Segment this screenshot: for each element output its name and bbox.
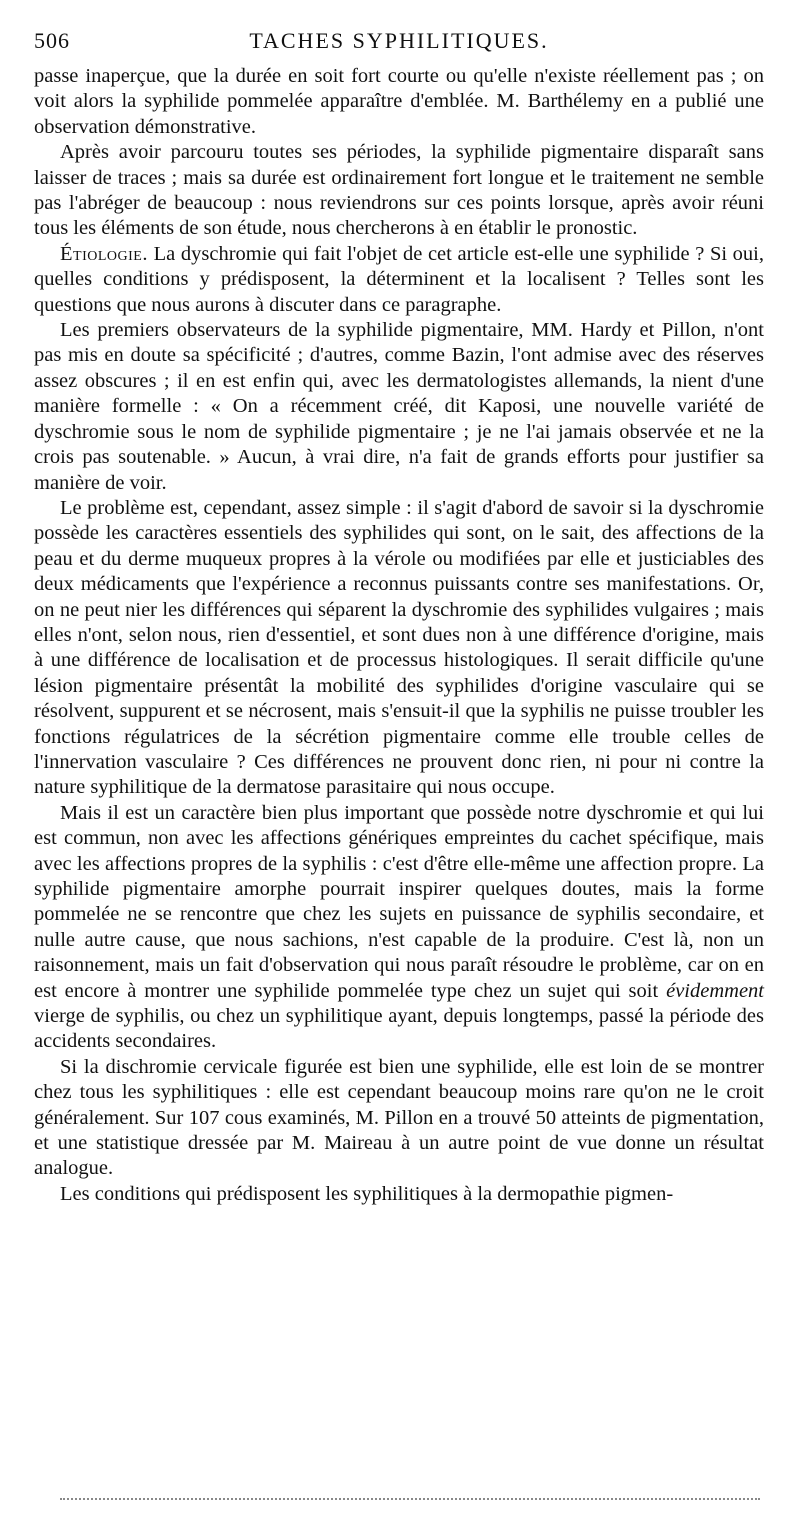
- page-header: [34, 28, 764, 58]
- paragraph-8: Les conditions qui prédisposent les syphilitiques à la dermopathie pigmen-: [60, 1182, 674, 1205]
- paragraph-1: passe inaperçue, que la durée en soit fort courte ou qu'elle n'existe réellement pas ; on voit alors la syphilide pommelée apparaître d'emblée. M. Barthélemy en a publié une observation démonstrative.: [34, 65, 764, 138]
- paragraph-5: Le problème est, cependant, assez simple : il s'agit d'abord de savoir si la dyschromie possède les caractères essentiels des syphilides qui sont, on le sait, des affections de la peau et du derme muqueux propres à la vérole ou modifiées par elle et justiciables des deux médicaments que l'expérience a reconnus puissants contre ses manifestations. Or, on ne peut nier les différences qui séparent la dyschromie des syphilides vulgaires ; mais elles n'ont, selon nous, rien d'essentiel, et sont dues non à une différence d'origine, mais à une différence de localisation et de processus histologiques. Il serait difficile qu'une lésion pigmentaire présentât la mobilité des syphilides d'origine vasculaire qui se résolvent, suppurent et se nécrosent, mais s'ensuit-il que la syphilis ne puisse troubler les fonctions régulatrices de la sécrétion pigmentaire comme elle trouble celles de l'innervation vasculaire ? Ces différences ne prouvent donc rien, ni pour ni contre la nature syphilitique de la dermatose parasitaire qui nous occupe.: [34, 496, 764, 799]
- paragraph-2: Après avoir parcouru toutes ses périodes, la syphilide pigmentaire disparaît sans laisser de traces ; mais sa durée est ordinairement fort longue et le traitement ne semble pas l'abréger de beaucoup : nous reviendrons sur ces points lorsque, après avoir réuni tous les éléments de son étude, nous chercherons à en établir le pronostic.: [34, 141, 764, 240]
- paragraph-7: Si la dischromie cervicale figurée est bien une syphilide, elle est loin de se montrer chez tous les syphilitiques : elle est cependant beaucoup moins rare qu'on ne le croit généralement. Sur 107 cous examinés, M. Pillon en a trouvé 50 atteints de pigmentation, et une statistique dressée par M. Maireau à un autre point de vue donne un résultat analogue.: [34, 1055, 764, 1180]
- running-title: TACHES SYPHILITIQUES.: [249, 28, 549, 53]
- body-text: [34, 64, 764, 1207]
- paragraph-6-text-a: Mais il est un caractère bien plus important que possède notre dyschromie et qui lui est commun, non avec les affections génériques empreintes du cachet spécifique, mais avec les affections propres de la syphilis : c'est d'être elle-même une affection propre. La syphilide pigmentaire amorphe pourrait inspirer quelques doutes, mais la forme pommelée ne se rencontre que chez les sujets en puissance de syphilis secondaire, et nulle autre cause, que nous sachions, n'est capable de la produire. C'est là, non un raisonnement, mais un fait d'observation qui nous paraît résoudre le problème, car on en est encore à montrer une syphilide pommelée type chez un sujet qui soit: [34, 801, 764, 1002]
- paragraph-6-text-b: vierge de syphilis, ou chez un syphilitique ayant, depuis longtemps, passé la période des accidents secondaires.: [34, 1005, 764, 1053]
- emphasis-evidemment: évidemment: [666, 979, 764, 1002]
- paragraph-6: [34, 801, 764, 1055]
- footer-dotted-rule: [60, 1498, 760, 1500]
- section-heading-etiologie: Étiologie.: [60, 242, 148, 265]
- page-number: 506: [34, 28, 70, 53]
- paragraph-3: [34, 242, 764, 318]
- paragraph-4: Les premiers observateurs de la syphilide pigmentaire, MM. Hardy et Pillon, n'ont pas mis en doute sa spécificité ; d'autres, comme Bazin, l'ont admise avec des réserves assez obscures ; il en est enfin qui, avec les dermatologistes allemands, la nient d'une manière formelle : « On a récemment créé, dit Kaposi, une nouvelle variété de dyschromie sous le nom de syphilide pigmentaire ; je ne l'ai jamais observée et ne la crois pas soutenable. » Aucun, à vrai dire, n'a fait de grands efforts pour justifier sa manière de voir.: [34, 319, 764, 494]
- paragraph-3-text: La dyschromie qui fait l'objet de cet article est-elle une syphilide ? Si oui, quelles conditions y prédisposent, la déterminent et la localisent ? Telles sont les questions que nous aurons à discuter dans ce paragraphe.: [34, 242, 764, 316]
